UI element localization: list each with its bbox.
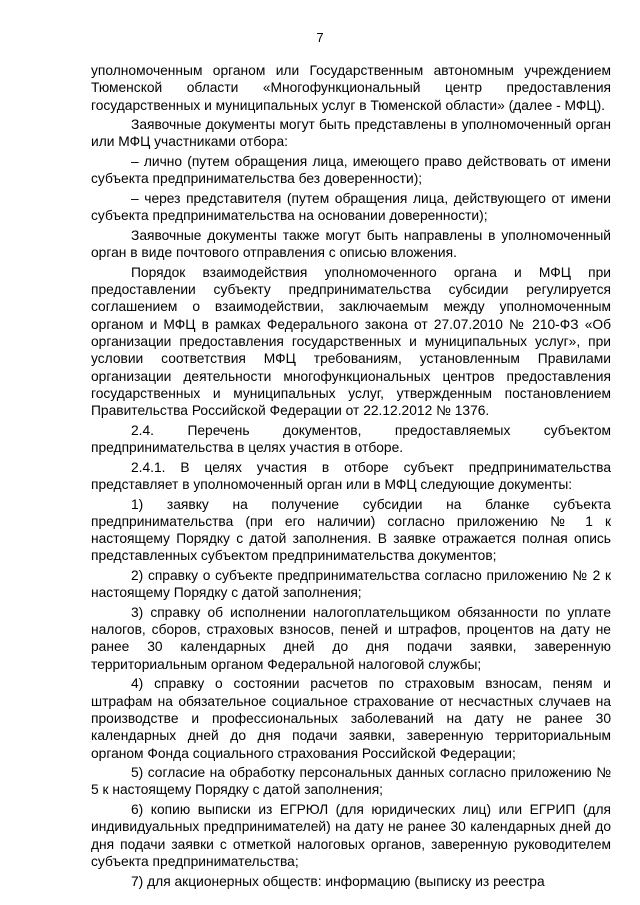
paragraph: уполномоченным органом или Государственным автономным учреждением Тюменской области «Многофункциональный центр предоставления государственных и муниципальных услуг в Тюменской области» (далее - МФЦ). [91,63,611,113]
list-item: 5) согласие на обработку персональных данных согласно приложению № 5 к настоящему Порядку с датой заполнения; [91,765,611,798]
list-item: 7) для акционерных обществ: информацию (выписку из реестра [131,873,545,889]
section-heading: 2.4. Перечень документов, предоставляемых субъектом предпринимательства в целях участия в отборе. [91,422,611,456]
list-item: – через представителя (путем обращения лица, действующего от имени субъекта предпринимательства на основании доверенности); [91,190,611,224]
list-item: 4) справку о состоянии расчетов по страховым взносам, пеням и штрафам на обязательное социальное страхование от несчастных случаев на производстве и профессиональных заболеваний на дату не ранее 30 календарных дней до дня подачи заявки, заверенную территориальным органом Фонда социального страхования Российской Федерации; [91,676,611,761]
list-item: – лично (путем обращения лица, имеющего право действовать от имени субъекта предпринимательства без доверенности); [91,154,611,187]
list-item: 6) копию выписки из ЕГРЮЛ (для юридических лиц) или ЕГРИП (для индивидуальных предпринимателей) на дату не ранее 30 календарных дней до дня подачи заявки с отметкой налоговых органов, заверенную руководителем субъекта предпринимательства; [91,802,611,869]
paragraph: 2.4.1. В целях участия в отборе субъект предпринимательства представляет в уполномоченный орган или в МФЦ следующие документы: [91,459,611,492]
document-body [91,62,611,892]
list-item: 1) заявку на получение субсидии на бланке субъекта предпринимательства (при его наличии) согласно приложению № 1 к настоящему Порядку с датой заполнения. В заявке отражается полная опись представленных субъектом предпринимательства документов; [91,496,611,564]
paragraph: Заявочные документы могут быть представлены в уполномоченный орган или МФЦ участниками отбора: [91,117,611,150]
paragraph: Порядок взаимодействия уполномоченного органа и МФЦ при предоставлении субъекту предпринимательства субсидии регулируется соглашением о взаимодействии, заключаемым между уполномоченным органом и МФЦ в рамках Федерального закона от 27.07.2010 № 210-ФЗ «Об организации предоставления государственных и муниципальных услуг», при условии соответствия МФЦ требованиям, установленным Правилами организации деятельности многофункциональных центров предоставления государственных и муниципальных услуг, утвержденным постановлением Правительства Российской Федерации от 22.12.2012 № 1376. [91,264,611,419]
paragraph: Заявочные документы также могут быть направлены в уполномоченный орган в виде почтового отправления с описью вложения. [91,227,611,261]
list-item: 3) справку об исполнении налогоплательщиком обязанности по уплате налогов, сборов, страховых взносов, пеней и штрафов, процентов на дату не ранее 30 календарных дней до дня подачи заявки, заверенную территориальным органом Федеральной налоговой службы; [91,604,611,672]
page-number: 7 [316,30,324,45]
list-item: 2) справку о субъекте предпринимательства согласно приложению № 2 к настоящему Порядку с датой заполнения; [91,567,611,601]
